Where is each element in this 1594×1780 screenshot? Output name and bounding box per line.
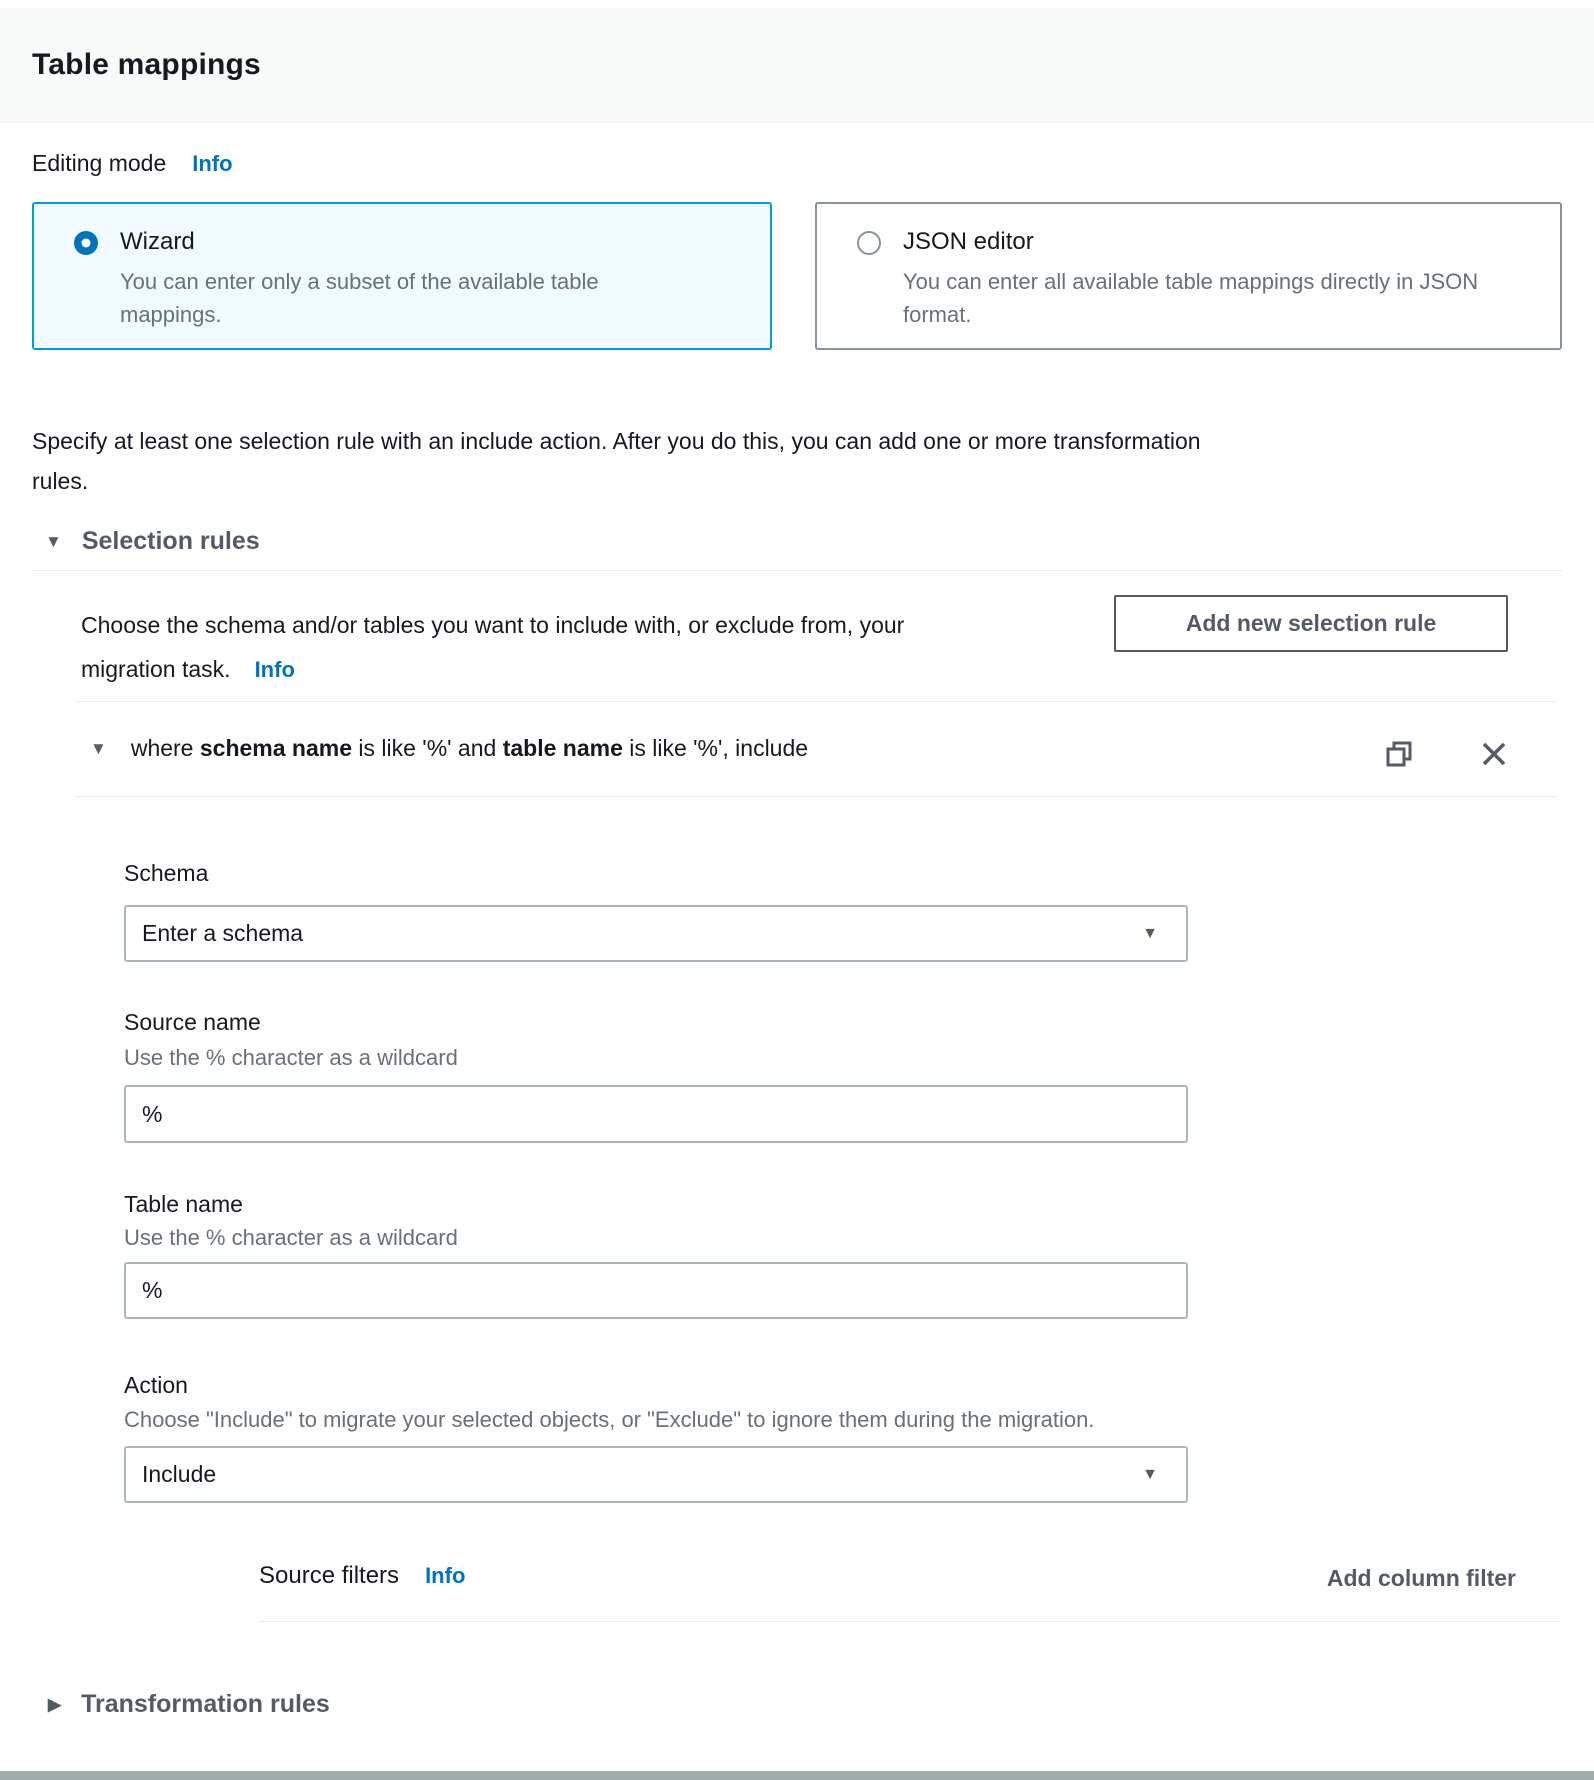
add-new-selection-rule-button[interactable]: Add new selection rule (1114, 595, 1508, 652)
transformation-rules-toggle[interactable] (48, 1690, 330, 1719)
schema-label: Schema (124, 860, 209, 886)
chevron-down-icon: ▼ (1142, 924, 1158, 942)
caret-right-icon: ▶ (48, 1695, 62, 1714)
caret-down-icon: ▼ (90, 738, 107, 758)
table-name-label: Table name (124, 1191, 243, 1217)
editing-mode-row (32, 150, 233, 177)
editing-mode-option-wizard[interactable] (32, 202, 772, 350)
caret-down-icon: ▼ (45, 532, 62, 551)
action-select-value: Include (142, 1461, 217, 1487)
transformation-rules-heading: Transformation rules (81, 1690, 330, 1718)
source-filters-info-link[interactable]: Info (425, 1563, 466, 1588)
panel-header (0, 8, 1594, 122)
source-name-input[interactable] (124, 1085, 1188, 1143)
json-editor-option-label: JSON editor (903, 228, 1034, 255)
divider (258, 1621, 1560, 1622)
schema-select-value: Enter a schema (142, 920, 304, 946)
wizard-radio-selected[interactable] (74, 231, 98, 255)
action-hint: Choose "Include" to migrate your selected objects, or "Exclude" to ignore them during the migration. (124, 1407, 1095, 1432)
selection-rules-toggle[interactable] (45, 527, 260, 556)
action-label: Action (124, 1372, 188, 1398)
intro-paragraph: Specify at least one selection rule with an include action. After you do this, you can add one or more transformation rules. (32, 428, 1201, 494)
wizard-option-label: Wizard (120, 228, 195, 255)
divider (76, 796, 1556, 797)
source-filters-label: Source filters (259, 1562, 400, 1589)
json-editor-option-description: You can enter all available table mappings directly in JSON format. (903, 269, 1479, 327)
bottom-scrollbar-track[interactable] (0, 1771, 1594, 1780)
source-name-hint: Use the % character as a wildcard (124, 1045, 458, 1070)
source-filters-row (259, 1562, 465, 1590)
rule-summary: where schema name is like '%' and table name is like '%', include (130, 734, 809, 761)
add-column-filter-button[interactable]: Add column filter (1326, 1565, 1516, 1591)
selection-rules-heading: Selection rules (81, 527, 260, 555)
chevron-down-icon: ▼ (1142, 1465, 1158, 1483)
copy-icon (1383, 758, 1415, 773)
page-title: Table mappings (32, 47, 261, 81)
selection-rule-toggle[interactable] (90, 722, 808, 774)
table-name-input[interactable] (124, 1262, 1188, 1319)
editing-mode-option-json-editor[interactable] (815, 202, 1562, 350)
close-icon (1478, 758, 1510, 773)
divider (76, 701, 1556, 702)
editing-mode-info-link[interactable]: Info (192, 151, 233, 176)
json-editor-radio-unselected[interactable] (857, 231, 881, 255)
remove-rule-button[interactable] (1478, 738, 1510, 770)
editing-mode-label: Editing mode (32, 150, 167, 176)
source-name-label: Source name (124, 1009, 261, 1035)
divider (32, 570, 1562, 571)
schema-select[interactable] (124, 905, 1188, 962)
wizard-option-description: You can enter only a subset of the available table mappings. (120, 269, 599, 327)
action-select[interactable] (124, 1446, 1188, 1503)
selection-rules-info-link[interactable]: Info (254, 657, 295, 682)
duplicate-rule-button[interactable] (1383, 738, 1415, 770)
selection-rules-description: Choose the schema and/or tables you want to include with, or exclude from, your migration task. Info (81, 612, 905, 682)
table-name-hint: Use the % character as a wildcard (124, 1225, 458, 1250)
